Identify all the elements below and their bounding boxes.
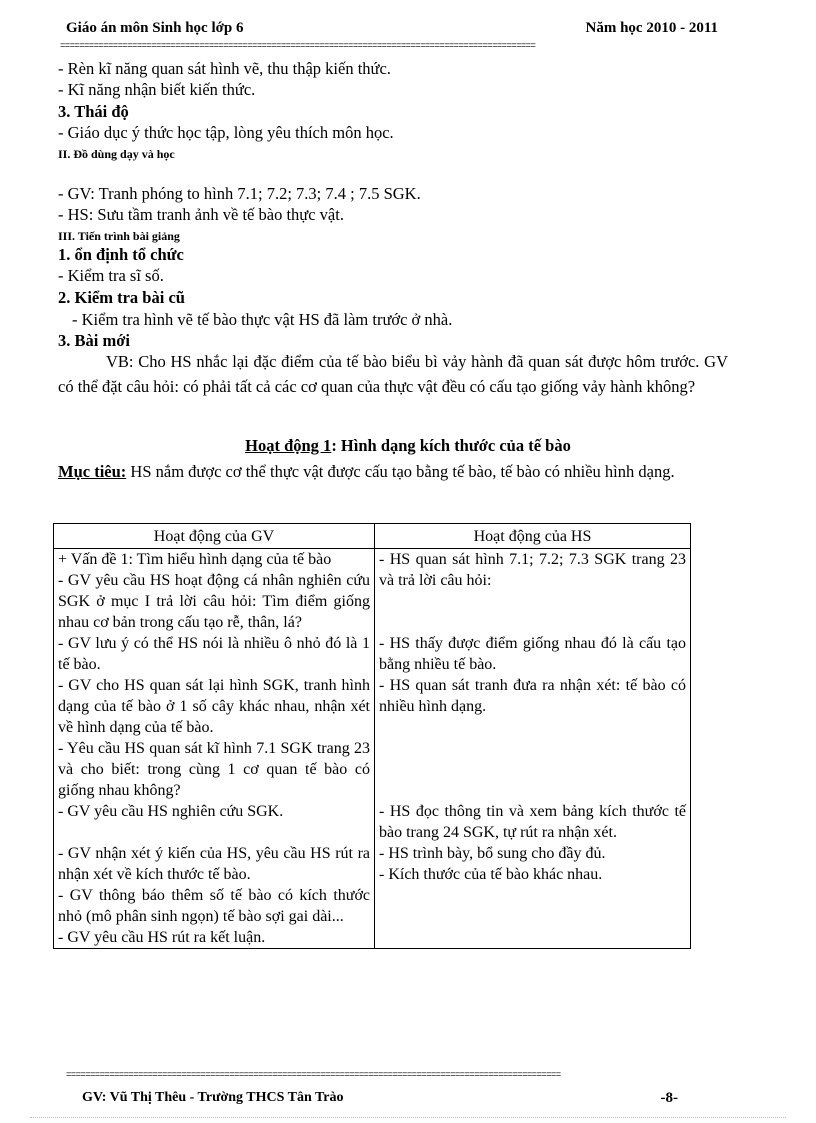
cell-line: - HS quan sát tranh đưa ra nhận xét: tế bào có nhiều hình dạng. (379, 677, 686, 715)
footer-rule: ======================================================================================================= (66, 1071, 561, 1080)
cell-line: - GV lưu ý có thể HS nói là nhiều ô nhỏ đó là 1 tế bào. (58, 635, 370, 673)
cell-line: - GV yêu cầu HS rút ra kết luận. (58, 929, 266, 946)
objective-text: HS nắm được cơ thể thực vật được cấu tạo bằng tế bào, tế bào có nhiều hình dạng. (126, 462, 675, 481)
heading-do-dung: II. Đồ dùng dạy và học (58, 147, 175, 161)
cell-hs (375, 633, 691, 801)
cell-line: - GV thông báo thêm số tế bào có kích thước nhỏ (mô phân sinh ngọn) tế bào sợi gai dài... (58, 887, 370, 925)
objective-label: Mục tiêu: (58, 462, 127, 481)
text-line: - Rèn kĩ năng quan sát hình vẽ, thu thập kiến thức. (58, 59, 391, 78)
cell-gv (54, 633, 375, 801)
heading-thai-do: 3. Thái độ (58, 102, 129, 121)
activity-title-text: : Hình dạng kích thước của tế bào (331, 436, 571, 455)
cell-line: - HS đọc thông tin và xem bảng kích thước tế bào trang 24 SGK, tự rút ra nhận xét. (379, 803, 686, 841)
cell-line: - Kích thước của tế bào khác nhau. (379, 866, 603, 883)
cell-line: - Yêu cầu HS quan sát kĩ hình 7.1 SGK trang 23 và cho biết: trong cùng 1 cơ quan tế bào có giống nhau không? (58, 740, 370, 799)
activity-table (53, 523, 691, 949)
heading-tien-trinh: III. Tiến trình bài giảng (58, 229, 180, 243)
cell-hs (375, 549, 691, 634)
cell-line: - GV cho HS quan sát lại hình SGK, tranh hình dạng của tế bào ở 1 số cây khác nhau, nhận xét về hình dạng của tế bào. (58, 677, 370, 736)
table-header-row (54, 524, 691, 549)
table-row (54, 633, 691, 801)
text-line: - Kĩ năng nhận biết kiến thức. (58, 80, 256, 99)
table-row (54, 549, 691, 634)
header-school-year: Năm học 2010 - 2011 (585, 20, 718, 36)
text-line: - Kiểm tra hình vẽ tế bào thực vật HS đã làm trước ở nhà. (72, 310, 453, 329)
intro-paragraph: VB: Cho HS nhắc lại đặc điểm của tế bào biểu bì vảy hành đã quan sát được hôm trước. GV có thể đặt câu hỏi: có phải tất cả các cơ quan của thực vật đều có cấu tạo giống vảy hành không? (58, 352, 728, 396)
activity-label: Hoạt động 1 (245, 436, 332, 455)
header-rule: =================================================================================================== (60, 42, 536, 51)
cell-gv (54, 549, 375, 634)
activity-title (0, 436, 816, 456)
column-header-gv: Hoạt động của GV (54, 524, 375, 549)
text-line: - HS: Sưu tầm tranh ảnh về tế bào thực vật. (58, 205, 344, 224)
cell-line: - GV yêu cầu HS hoạt động cá nhân nghiên cứu SGK ở mục I trả lời câu hỏi: Tìm điểm giống nhau cơ bản trong cấu tạo rễ, thân, lá? (58, 572, 370, 631)
cell-hs (375, 801, 691, 949)
cell-line: - HS thấy được điểm giống nhau đó là cấu tạo bằng nhiều tế bào. (379, 635, 686, 673)
cell-line: + Vấn đề 1: Tìm hiểu hình dạng của tế bào (58, 551, 332, 568)
page-bottom-dotted-line (30, 1117, 786, 1118)
cell-line: - GV nhận xét ý kiến của HS, yêu cầu HS rút ra nhận xét về kích thước tế bào. (58, 845, 370, 883)
text-line: - Giáo dục ý thức học tập, lòng yêu thích môn học. (58, 123, 394, 142)
cell-line: - HS trình bày, bổ sung cho đầy đủ. (379, 845, 606, 862)
text-line: - GV: Tranh phóng to hình 7.1; 7.2; 7.3; 7.4 ; 7.5 SGK. (58, 184, 421, 203)
heading-kiem-tra: 2. Kiểm tra bài cũ (58, 288, 185, 307)
table-row (54, 801, 691, 949)
page-number: -8- (660, 1090, 678, 1106)
column-header-hs: Hoạt động của HS (375, 524, 691, 549)
cell-gv (54, 801, 375, 949)
heading-on-dinh: 1. ổn định tổ chức (58, 245, 184, 264)
cell-spacer (58, 822, 370, 843)
cell-line: - GV yêu cầu HS nghiên cứu SGK. (58, 803, 284, 820)
cell-line: - HS quan sát hình 7.1; 7.2; 7.3 SGK trang 23 và trả lời câu hỏi: (379, 551, 686, 589)
footer-author: GV: Vũ Thị Thêu - Trường THCS Tân Trào (82, 1090, 344, 1105)
objective-paragraph (58, 459, 728, 484)
text-line: - Kiểm tra sĩ số. (58, 266, 164, 285)
header-subject: Giáo án môn Sinh học lớp 6 (66, 20, 244, 36)
heading-bai-moi: 3. Bài mới (58, 331, 130, 350)
